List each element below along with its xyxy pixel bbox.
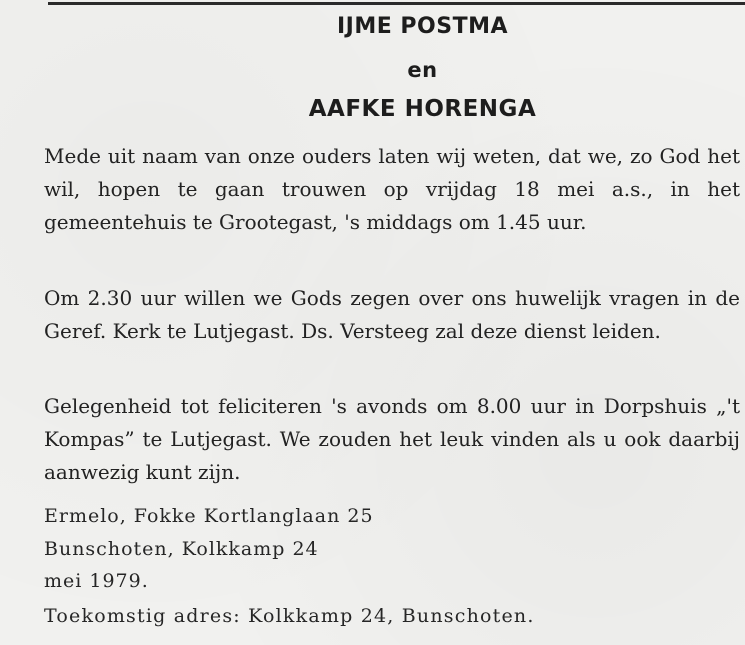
top-rule [48, 2, 745, 5]
paragraph-reception: Gelegenheid tot feliciteren 's avonds om 8.00 uur in Dorpshuis „'t Kompas” te Lutjegast. We zouden het leuk vinden als u ook daarbij aanwezig kunt zijn. [44, 394, 740, 484]
future-address: Toekomstig adres: Kolkkamp 24, Bunschoten. [44, 605, 535, 627]
paragraph-ceremony: Mede uit naam van onze ouders laten wij weten, dat we, zo God het wil, hopen te gaan trouwen op vrijdag 18 mei a.s., in het gemeentehuis te Grootegast, 's middags om 1.45 uur. [44, 144, 740, 234]
paragraph-church: Om 2.30 uur willen we Gods zegen over ons huwelijk vragen in de Geref. Kerk te Lutjegast. Ds. Versteeg zal deze dienst leiden. [44, 286, 740, 343]
announcement-date: mei 1979. [44, 570, 149, 592]
address-ermelo: Ermelo, Fokke Kortlanglaan 25 [44, 505, 374, 527]
address-bunschoten: Bunschoten, Kolkkamp 24 [44, 538, 319, 560]
groom-name: IJME POSTMA [336, 14, 509, 39]
conjunction: en [407, 58, 438, 82]
bride-name: AAFKE HORENGA [308, 96, 537, 122]
